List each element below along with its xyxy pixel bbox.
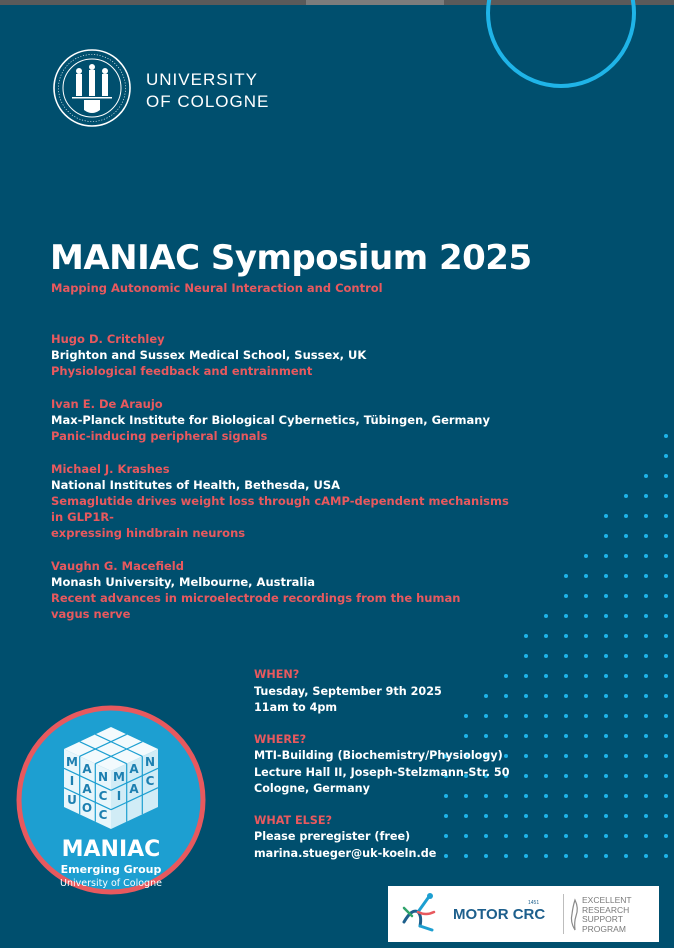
speaker-talk-title-line1: Recent advances in microelectrode recordings from the human (51, 591, 461, 605)
pattern-dot (624, 594, 628, 598)
pattern-dot (584, 794, 588, 798)
pattern-dot (644, 514, 648, 518)
decorative-ring (486, 0, 636, 88)
pattern-dot (644, 534, 648, 538)
event-title: MANIAC Symposium 2025 (50, 238, 532, 278)
pattern-dot (584, 574, 588, 578)
speaker-institution: National Institutes of Health, Bethesda, USA (51, 478, 341, 492)
pattern-dot (624, 754, 628, 758)
pattern-dot (664, 434, 668, 438)
pattern-dot (664, 814, 668, 818)
motor-crc-label: MOTOR CRC (453, 906, 546, 923)
sponsor-banner (388, 886, 659, 942)
pattern-dot (624, 714, 628, 718)
pattern-dot (564, 634, 568, 638)
when-block (254, 667, 554, 717)
pattern-dot (624, 674, 628, 678)
motor-crc-figure-icon (388, 886, 448, 942)
speaker-entry (51, 461, 511, 541)
event-date: Tuesday, September 9th 2025 (254, 684, 442, 698)
event-subtitle: Mapping Autonomic Neural Interaction and Control (51, 281, 383, 295)
pattern-dot (604, 794, 608, 798)
pattern-dot (584, 714, 588, 718)
pattern-dot (604, 634, 608, 638)
pattern-dot (644, 654, 648, 658)
ers-line4: PROGRAM (582, 923, 626, 934)
cube-letter: N (97, 770, 109, 784)
pattern-dot (584, 834, 588, 838)
pattern-dot (584, 854, 588, 858)
pattern-dot (624, 854, 628, 858)
pattern-dot (664, 474, 668, 478)
cube-letter: C (98, 789, 108, 803)
pattern-dot (604, 614, 608, 618)
pattern-dot (564, 794, 568, 798)
speaker-name: Vaughn G. Macefield (51, 559, 184, 573)
pattern-dot (644, 634, 648, 638)
venue-city: Cologne, Germany (254, 782, 370, 795)
pattern-dot (664, 734, 668, 738)
university-name (146, 69, 269, 113)
pattern-dot (664, 854, 668, 858)
pattern-dot (644, 474, 648, 478)
pattern-dot (564, 654, 568, 658)
speaker-talk-title-line2: vagus nerve (51, 607, 131, 621)
pattern-dot (564, 594, 568, 598)
ers-program-label (582, 896, 632, 934)
pattern-dot (584, 734, 588, 738)
pattern-dot (544, 614, 548, 618)
pattern-dot (604, 714, 608, 718)
pattern-dot (584, 654, 588, 658)
speaker-talk-title: Physiological feedback and entrainment (51, 364, 313, 378)
pattern-dot (564, 574, 568, 578)
pattern-dot (584, 614, 588, 618)
pattern-dot (604, 734, 608, 738)
pattern-dot (584, 594, 588, 598)
university-seal-logo (52, 48, 132, 128)
cube-letter: M (66, 755, 78, 769)
pattern-dot (644, 554, 648, 558)
cube-letter: I (69, 774, 75, 788)
event-details (254, 667, 554, 877)
pattern-dot (644, 694, 648, 698)
pattern-dot (604, 654, 608, 658)
speaker-name: Michael J. Krashes (51, 462, 170, 476)
maniac-logo-name: MANIAC (61, 837, 161, 862)
contact-email[interactable]: marina.stueger@uk-koeln.de (254, 846, 437, 860)
pattern-dot (664, 834, 668, 838)
speaker-name: Ivan E. De Araujo (51, 397, 163, 411)
cube-letter: C (98, 808, 108, 822)
maniac-logo-line2: University of Cologne (60, 878, 162, 889)
pattern-dot (564, 774, 568, 778)
speaker-institution: Max-Planck Institute for Biological Cybernetics, Tübingen, Germany (51, 413, 490, 427)
pattern-dot (664, 794, 668, 798)
pattern-dot (564, 754, 568, 758)
pattern-dot (644, 794, 648, 798)
pattern-dot (584, 754, 588, 758)
pattern-dot (604, 574, 608, 578)
pattern-dot (564, 734, 568, 738)
speaker-entry (51, 331, 511, 379)
pattern-dot (624, 494, 628, 498)
pattern-dot (664, 634, 668, 638)
speaker-institution: Brighton and Sussex Medical School, Sussex, UK (51, 348, 367, 362)
cube-letter: A (129, 762, 139, 776)
pattern-dot (624, 514, 628, 518)
pattern-dot (664, 654, 668, 658)
pattern-dot (544, 654, 548, 658)
pattern-dot (604, 594, 608, 598)
pattern-dot (624, 794, 628, 798)
speaker-name: Hugo D. Critchley (51, 332, 165, 346)
pattern-dot (604, 554, 608, 558)
pattern-dot (624, 814, 628, 818)
speaker-list (51, 331, 511, 639)
pattern-dot (564, 814, 568, 818)
top-bar-highlight (306, 0, 444, 5)
cube-letter: A (129, 782, 139, 796)
pattern-dot (584, 674, 588, 678)
pattern-dot (664, 774, 668, 778)
speaker-entry (51, 558, 511, 622)
pattern-dot (664, 714, 668, 718)
pattern-dot (604, 814, 608, 818)
ers-line2: RESEARCH (582, 904, 630, 915)
pattern-dot (604, 514, 608, 518)
pattern-dot (664, 554, 668, 558)
pattern-dot (644, 494, 648, 498)
pattern-dot (524, 634, 528, 638)
ers-flame-icon (569, 898, 581, 932)
cube-letter: A (82, 782, 92, 796)
pattern-dot (564, 854, 568, 858)
pattern-dot (664, 754, 668, 758)
pattern-dot (664, 494, 668, 498)
pattern-dot (664, 514, 668, 518)
pattern-dot (664, 674, 668, 678)
pattern-dot (644, 754, 648, 758)
pattern-dot (564, 714, 568, 718)
pattern-dot (664, 614, 668, 618)
pattern-dot (664, 694, 668, 698)
university-name-line2: OF COLOGNE (146, 92, 270, 111)
registration-note: Please preregister (free) (254, 830, 411, 843)
speaker-talk-title-line2: expressing hindbrain neurons (51, 526, 246, 540)
pattern-dot (664, 594, 668, 598)
pattern-dot (604, 754, 608, 758)
pattern-dot (584, 774, 588, 778)
cube-letter: O (81, 801, 93, 815)
what-else-block (254, 813, 554, 863)
speaker-entry (51, 396, 511, 444)
ers-line3: SUPPORT (582, 914, 623, 924)
pattern-dot (664, 574, 668, 578)
pattern-dot (584, 554, 588, 558)
pattern-dot (584, 814, 588, 818)
pattern-dot (544, 634, 548, 638)
pattern-dot (624, 834, 628, 838)
sponsor-divider (563, 894, 564, 934)
university-name-line1: UNIVERSITY (146, 70, 259, 89)
pattern-dot (604, 674, 608, 678)
speaker-talk-title: Panic-inducing peripheral signals (51, 429, 268, 443)
pattern-dot (604, 534, 608, 538)
pattern-dot (644, 594, 648, 598)
pattern-dot (524, 654, 528, 658)
venue-building: MTI-Building (Biochemistry/Physiology) (254, 749, 503, 762)
pattern-dot (564, 674, 568, 678)
where-label: WHERE? (254, 732, 307, 746)
pattern-dot (624, 654, 628, 658)
maniac-cube-logo (16, 705, 206, 895)
pattern-dot (664, 454, 668, 458)
speaker-talk-title-line1: Semaglutide drives weight loss through cAMP-dependent mechanisms in GLP1R- (51, 494, 509, 524)
when-label: WHEN? (254, 668, 300, 681)
pattern-dot (664, 534, 668, 538)
event-time: 11am to 4pm (254, 701, 338, 714)
pattern-dot (604, 694, 608, 698)
cube-letter: U (67, 793, 77, 807)
pattern-dot (624, 694, 628, 698)
pattern-dot (644, 734, 648, 738)
pattern-dot (604, 774, 608, 778)
pattern-dot (624, 534, 628, 538)
motor-crc-number: 1451 (528, 900, 540, 906)
pattern-dot (644, 674, 648, 678)
cube-letter: A (82, 762, 92, 776)
cube-letter: C (145, 774, 155, 788)
pattern-dot (624, 634, 628, 638)
pattern-dot (644, 774, 648, 778)
speaker-institution: Monash University, Melbourne, Australia (51, 575, 316, 589)
ers-line1: EXCELLENT (582, 895, 632, 905)
pattern-dot (644, 614, 648, 618)
maniac-logo-line1: Emerging Group (60, 863, 162, 876)
pattern-dot (624, 774, 628, 778)
cube-letter: M (113, 770, 125, 784)
pattern-dot (624, 734, 628, 738)
pattern-dot (644, 574, 648, 578)
pattern-dot (584, 694, 588, 698)
pattern-dot (644, 714, 648, 718)
pattern-dot (564, 694, 568, 698)
pattern-dot (584, 634, 588, 638)
pattern-dot (564, 834, 568, 838)
pattern-dot (644, 834, 648, 838)
pattern-dot (604, 854, 608, 858)
pattern-dot (564, 614, 568, 618)
venue-hall: Lecture Hall II, Joseph-Stelzmann-Str. 50 (254, 765, 510, 779)
pattern-dot (624, 554, 628, 558)
pattern-dot (604, 834, 608, 838)
pattern-dot (644, 814, 648, 818)
pattern-dot (644, 854, 648, 858)
cube-letter: I (116, 789, 122, 803)
what-else-label: WHAT ELSE? (254, 813, 332, 827)
pattern-dot (624, 614, 628, 618)
cube-letter: N (144, 755, 156, 769)
pattern-dot (624, 574, 628, 578)
where-block (254, 732, 554, 798)
